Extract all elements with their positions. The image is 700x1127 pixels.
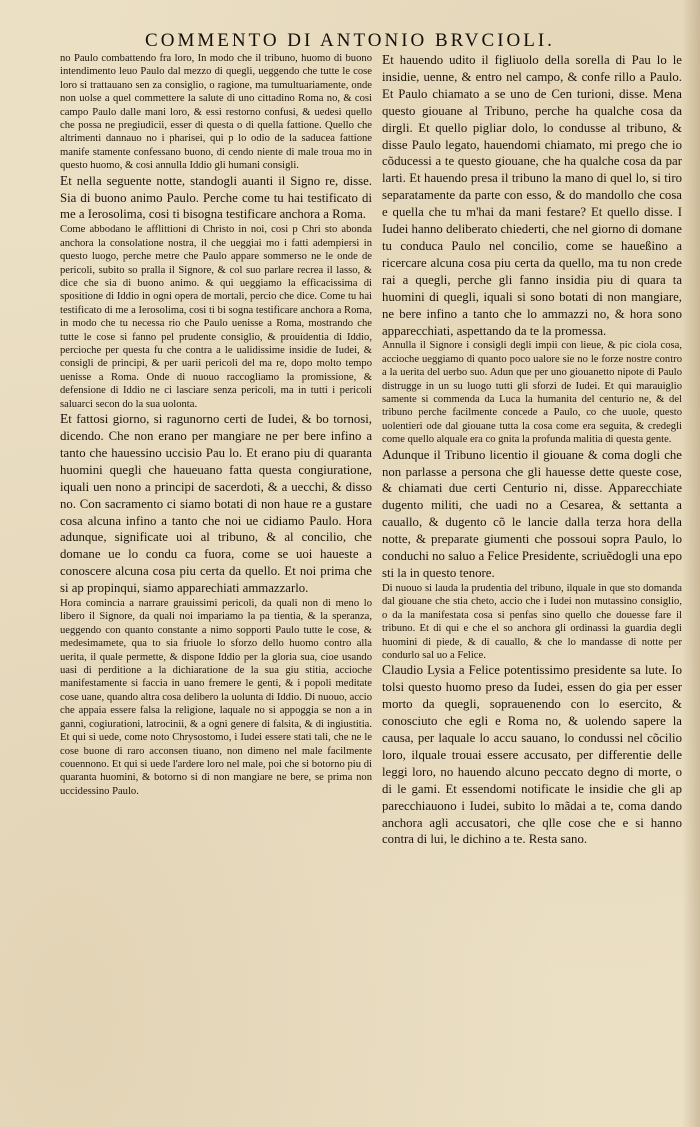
commentary-paragraph: no Paulo combattendo fra loro, In modo che il tribuno, huomo di buono intendimento leuo Paulo dal mezzo di quegli, ueggendo che tutte le cose loro si trattauano sen za consiglio, o ragione, ma tumultuariamente, onde non uolse a quel commettere la salute di uno cittadino Roma no, & cosi campo Paulo dalle mani loro, & essi restorno confusi, & uedesi quello che possa ne pregiudicii, esser di questa o di quella fattione. Quello che altrimenti dannauo no i pharisei, qui p lo odio de la saducea fattione manife stamente confessano buono, di cendo niente di male troua mo in questo huomo, & cosi annulla Iddio gli humani consigli. — [60, 53, 372, 172]
commentary-paragraph: Hora comincia a narrare grauissimi pericoli, da quali non di meno lo libero il Signore, da quali noi impariamo la pa tientia, & la speranza, ueggendo con quanto constante a nimo sopporti Paulo tutte le cose, & medesimamete, qua to sia friuole lo sforzo dello huomo contro alla uerita, il quale permette, & dispone Iddio per la gloria sua, cioe usando uasi di perditione a la dichiaratione de la sua giu stitia, accioche manifestamente si faccia in uano fremere le genti, & i popoli meditate cose uane, quando altra cosa delibero la uolunta di Iddio. Di nuouo, accio che appaia essere falsa la religione, laquale no si appoggia se non a in ganni, cogiurationi, latrocinii, & a ogni genere di falsita, & di ingiustitia. Et qui si uede, come noto Chrysostomo, i Iudei essere stati tali, che ne le cose buone di raro acconsen tiuano, non dimeno nel male facilmente couennono. Et qui si uede l'ardere loro nel male, poi che si botorno piu di quaranta huomini, & botorno si di non mangiare ne bere, se prima non uccidessino Paulo. — [60, 598, 372, 797]
page-edge-shadow — [682, 0, 700, 1127]
scripture-paragraph: Claudio Lysia a Felice potentissimo presidente sa lute. Io tolsi questo huomo preso da Iudei, essen do gia per esser morto da quegli, soprauenendo con lo esercito, & conosciuto che egli e Roma no, & uolendo sapere la causa, per laquale lo accu sauano, lo condussi nel cõcilio loro, ilquale trouai essere accusato, per differentie delle leggi loro, no hauendo alcuno peccato degno di morte, o di le gami. Et essendomi notificate le insidie che gli ap parecchiauono i Iudei, subito lo mãdai a te, coma dando anchora agli accusatori, che qlle cose che e si hanno contra di lui, le dichino a te. Resta sano. — [382, 662, 682, 847]
left-column — [60, 52, 372, 1114]
scripture-paragraph: Et nella seguente notte, standogli auanti il Signo re, disse. Sia di buono animo Paulo. Perche come tu hai testificato di me a Ierosolima, cosi ti bisogna testificare anchora a Roma. — [60, 172, 372, 222]
commentary-paragraph: Come abbodano le afflittioni di Christo in noi, cosi p Chri sto abonda anchora la consolatione nostra, il che ueggiai mo i fatti adempiersi in questo luogo, perche metre che Paulo appare sommerso ne le onde de pericoli, subito so pralla il Signore, & col suo parlare recrea il lasso, & dice che sia di buono animo. & qui ueggiamo la efficacissima di spositione di Iddio in ogni opera de mortali, percio che dice. Come tu hai testificato di me a Ierosolima, cosi ti bi sogna testificare anchora a Roma, in modo che tu necessa rio che Paulo uenisse a Roma, mostrando che tutte le cose si fanno pel prudente consiglio, & prouidentia di Iddio, percioche per questa fu che contra a le ualidissime insidie de Iudei, & consigli de principi, & per uarii pericoli del ma re, dopo molto tempo uenisse a Roma. Onde di nuouo raccogliamo la promissione, & defensione di Iddio ne ci lasciare senza pericoli, ma in tutti i pericoli saluarci secon do la sua uolonta. — [60, 224, 372, 410]
running-head: COMMENTO DI ANTONIO BRVCIOLI. — [145, 30, 555, 51]
scripture-paragraph: Et hauendo udito il figliuolo della sorella di Pau lo le insidie, uenne, & entro nel campo, & confe rillo a Paulo. Et Paulo chiamato a se uno de Cen turioni, disse. Mena questo giouane al Tribuno, perche ha qualche cosa da dirgli. Et quello pigliar dolo, lo condusse al tribuno, & disse Paulo legato, hauendomi chiamato, mi prego che io cõducessi a te questo giouane, che ha qualche cosa da par larti. Et hauendo presa il tribuno la mano di quel lo, si tiro separatamente da parte con esso, & do mandollo che cosa e quella che tu m'hai da mani festare? Et quello disse. I Iudei hanno deliberato chiederti, che nel giorno di domane tu conduca Paulo nel concilio, come se haueßino a ricercare alcuna cosa piu certa da quello, ma tu non crede rai a quegli, perche gli fanno insidia piu di quara ta huomini di quegli, iquali si sono botati di non mangiare, ne bere infino a tanto che lo ammazzi no, & hora sono apparecchiati, aspettando da te la promessa. — [382, 52, 682, 338]
commentary-paragraph: Annulla il Signore i consigli degli impii con lieue, & pic ciola cosa, accioche ueggiamo di quanto poco ualore sie no le forze nostre contro a la uerita del uerbo suo. Adun que per uno giouanetto nipote di Paulo distrugge in un su luogo tutti gli sforzi de Iudei. Et qui marauiglio samente si commenda da Luca la humanita del centurio ne, & del tribuno perche facilmente concede a Paulo, co che uuole, questo uolentieri ode dal giouane tutta la cosa come era seguita, & credegli come quello alquale era co gnita la profunda malitia di questa gente. — [382, 340, 682, 446]
scripture-paragraph: Et fattosi giorno, si ragunorno certi de Iudei, & bo tornosi, dicendo. Che non erano per mangiare ne per bere infino a tanto che hauessino uccisio Pau lo. Et erano piu di quaranta huomini quegli che haueuano fatta questa congiuratione, iquali uen nono a principi de sacerdoti, & a uecchi, & disso no. Con sacramento ci siamo botati di non haue re a gustare cosa alcuna infino a tanto che noi ue cidiamo Paulo. Hora adunque, significate uoi al tribuno, & al concilio, che domane ue lo condu ca fuora, come se uoi haueste a conoscere alcuna cosa piu certa da quello. Et noi prima che si ap propinqui, siamo apparechiati ammazzarlo. — [60, 411, 372, 596]
right-column — [382, 52, 682, 1114]
scripture-paragraph: Adunque il Tribuno licentio il giouane & coma dogli che non parlasse a persona che gli hauesse dette queste cose, & chiamati due certi Centurio ni, disse. Apparecchiate dugento militi, che uadi no a Cesarea, & settanta a cauallo, & dugento cõ le lancie dalla terza hora della notte, & preparate giumenti che possoui sopra Paulo, lo conduchi no saluo a Felice Presidente, scriuẽdogli una epo sti la in questo tenore. — [382, 446, 682, 580]
commentary-paragraph: Di nuouo si lauda la prudentia del tribuno, ilquale in que sto domanda dal giouane che stia cheto, accio che i Iudei non mutassino consiglio, o da la manifestata cosa si penfas sino quello che douesse fare il tribuno. Et di qui e che el so anchora gli ordinassi la guardia degli huomini di piede, & di cauallo, & che lo mandasse di notte per condurlo sal uo a Felice. — [382, 582, 682, 661]
